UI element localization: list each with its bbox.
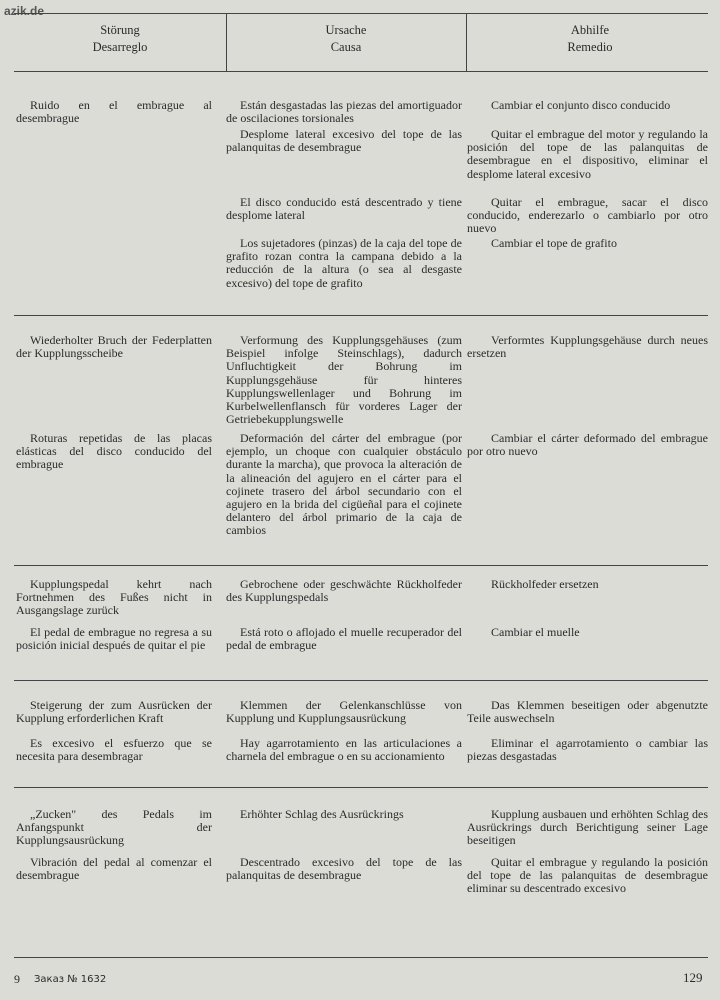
sec3-problem-es: El pedal de embrague no regresa a su posición inicial después de quitar el pie — [16, 625, 212, 653]
sec1-cause-2: Desplome lateral excesivo del tope de las palanquitas de desembrague — [226, 127, 462, 155]
sec2-problem-es: Roturas repetidas de las placas elásticas del disco conducido del embrague — [16, 431, 212, 472]
sec4-problem-es: Es excesivo el esfuerzo que se necesita para desembragar — [16, 736, 212, 764]
sec4-remedy-de: Das Klemmen beseitigen oder abgenutzte Teile auswechseln — [467, 698, 708, 726]
header-col-remedy — [472, 22, 708, 56]
sec4-cause-es: Hay agarrotamiento en las articulaciones a charnela del embrague o en su accionamiento — [226, 736, 462, 764]
sec1-cause-3: El disco conducido está descentrado y tiene desplome lateral — [226, 195, 462, 223]
header-column-divider-2 — [466, 13, 467, 71]
header-col-problem-de: Störung — [100, 23, 140, 37]
header-col-remedy-de: Abhilfe — [570, 23, 610, 37]
sec1-remedy-4: Cambiar el tope de grafito — [491, 236, 617, 250]
header-col-problem-es: Desarreglo — [92, 40, 148, 54]
sec4-problem-de: Steigerung der zum Ausrücken der Kupplung erforderlichen Kraft — [16, 698, 212, 726]
sec5-remedy-es: Quitar el embrague y regulando la posición del tope de las palanquitas de desembrague eliminar su descentrado excesivo — [467, 855, 708, 896]
sec2-problem-de: Wiederholter Bruch der Federplatten der Kupplungsscheibe — [16, 333, 212, 361]
sec5-remedy-de: Kupplung ausbauen und erhöhten Schlag des Ausrückrings durch Berichtigung seiner Lage beseitigen — [467, 807, 708, 848]
sec3-cause-de: Gebrochene oder geschwächte Rückholfeder des Kupplungspedals — [226, 577, 462, 605]
sec5-problem-de: „Zucken" des Pedals im Anfangspunkt der Kupplungsausrückung — [16, 807, 212, 848]
order-number: Заказ № 1632 — [34, 974, 107, 985]
sec2-remedy-de: Verformtes Kupplungsgehäuse durch neues ersetzen — [467, 333, 708, 361]
section-divider-1 — [14, 315, 708, 316]
sec3-remedy-de: Rückholfeder ersetzen — [491, 577, 599, 591]
sec2-remedy-es: Cambiar el cárter deformado del embrague por otro nuevo — [467, 431, 708, 459]
sec3-remedy-es: Cambiar el muelle — [491, 625, 580, 639]
page-number: 129 — [683, 970, 703, 985]
watermark: azik.de — [4, 4, 45, 18]
sec1-remedy-2: Quitar el embrague del motor y regulando la posición del tope de las palanquitas de desembrague en el dispositivo, eliminar el desplome lateral excesivo — [467, 127, 708, 181]
header-col-remedy-es: Remedio — [567, 40, 613, 54]
sec1-remedy-3: Quitar el embrague, sacar el disco conducido, enderezarlo o cambiarlo por otro nuevo — [467, 195, 708, 236]
header-col-problem — [20, 22, 220, 56]
table-bottom-rule — [14, 957, 708, 958]
header-col-cause-de: Ursache — [325, 23, 367, 37]
header-col-cause-es: Causa — [330, 40, 362, 54]
sec1-cause-4: Los sujetadores (pinzas) de la caja del tope de grafito rozan contra la campana debido a la reducción de la altura (o sea al desgaste excesivo) del tope de grafito — [226, 236, 462, 290]
sec2-cause-es: Deformación del cárter del embrague (por ejemplo, un choque con cualquier obstáculo durante la marcha), que provoca la alteración de la alineación del agujero en el cárter para el cojinete trasero del árbol secundario con el agujero en la brida del cigüeñal para el cojinete delantero del árbol primario de la caja de cambios — [226, 431, 462, 538]
sec5-cause-es: Descentrado excesivo del tope de las palanquitas de desembrague — [226, 855, 462, 883]
sec5-cause-de: Erhöhter Schlag des Ausrückrings — [240, 807, 404, 821]
sec2-cause-de: Verformung des Kupplungsgehäuses (zum Beispiel infolge Steinschlags), dadurch Unfluchtigkeit der Bohrung im Kupplungsgehäuse für hinteres Kupplungswellenlager und Bohrung im Kurbelwellenflansch für vorderes Lager der Getriebekupplungswelle — [226, 333, 462, 427]
header-column-divider-1 — [226, 13, 227, 71]
section-divider-2 — [14, 565, 708, 566]
section-divider-3 — [14, 680, 708, 681]
sec1-problem-es: Ruido en el embrague al desembrague — [16, 98, 212, 126]
sec3-problem-de: Kupplungspedal kehrt nach Fortnehmen des Fußes nicht in Ausgangslage zurück — [16, 577, 212, 618]
table-top-rule — [14, 13, 708, 14]
header-col-cause — [232, 22, 460, 56]
sec4-remedy-es: Eliminar el agarrotamiento o cambiar las piezas desgastadas — [467, 736, 708, 764]
sec1-remedy-1: Cambiar el conjunto disco conducido — [491, 98, 671, 112]
section-divider-4 — [14, 787, 708, 788]
sec1-cause-1: Están desgastadas las piezas del amortiguador de oscilaciones torsionales — [226, 98, 462, 126]
header-bottom-rule — [14, 71, 708, 72]
sec4-cause-de: Klemmen der Gelenkanschlüsse von Kupplung und Kupplungsausrückung — [226, 698, 462, 726]
signature-mark: 9 — [14, 972, 20, 986]
sec3-cause-es: Está roto o aflojado el muelle recuperador del pedal de embrague — [226, 625, 462, 653]
sec5-problem-es: Vibración del pedal al comenzar el desembrague — [16, 855, 212, 883]
